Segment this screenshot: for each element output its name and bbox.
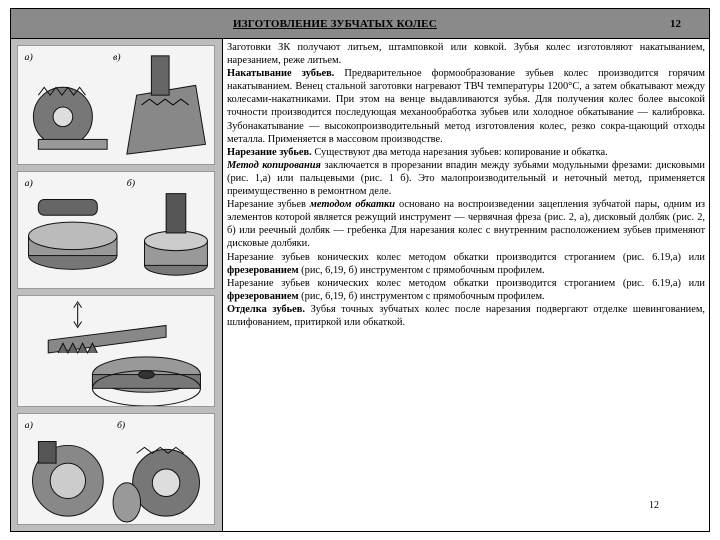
fig2-label-a: а) [24,177,33,189]
text-bevel1-b: (рис, 6,19, б) инструментом с прямобочным профилем. [298,264,545,276]
text-copy-method: заключается в прорезании впадин между зубьями модульными фрезами: дисковыми (рис. 1,а) или пальцевыми (рис. 1 б). Это малопроизводительный и неточный метод, применяется преимущественно в ремонтном деле. [227,159,705,198]
page-number-mark: 12 [649,500,659,511]
figure-copy-milling [17,45,215,165]
hobbing-illustration [18,172,214,288]
bevel-gear-illustration [18,414,214,524]
text-cutting: Существуют два метода нарезания зубьев: копирование и обкатка. [311,146,608,158]
paragraph-finishing [227,303,705,329]
slide-frame [10,8,710,532]
paragraph-cutting [227,146,705,159]
heading-cutting: Нарезание зубьев. [227,146,312,158]
page-title: ИЗГОТОВЛЕНИЕ ЗУБЧАТЫХ КОЛЕС [233,18,437,30]
text-finishing: Зубья точных зубчатых колес после нарезания подвергают отделке шевингованием, шлифованием, притиркой или обкаткой. [227,303,705,328]
text-generating-a: Нарезание зубьев [227,199,310,211]
fig2-label-b: б) [126,177,136,189]
fig1-label-b: в) [113,51,121,63]
paragraph-generating-method [227,198,705,250]
text-column [227,41,705,529]
copy-milling-illustration [18,46,214,164]
paragraph-copy-method [227,159,705,198]
fig4-label-a: а) [24,419,33,431]
bold-milling-2: фрезерованием [227,290,299,302]
header-bar [11,9,709,39]
heading-finishing: Отделка зубьев. [227,303,305,315]
figure-rack-cutter [17,295,215,407]
figure-hobbing [17,171,215,289]
paragraph-bevel-2 [227,277,705,303]
heading-generating-method: методом обкатки [309,199,396,211]
illustrations-column [11,39,223,531]
fig1-label-a: а) [24,51,33,63]
rack-cutter-illustration [18,296,214,406]
heading-rolling: Накатывание зубьев. [227,68,335,80]
bold-milling-1: фрезерованием [227,264,299,276]
text-bevel1-a: Нарезание зубьев конических колес методом обкатки производится строганием (рис. 6.19,а) или [227,251,705,263]
paragraph-rolling [227,67,705,146]
paragraph-bevel-1 [227,251,705,277]
text-rolling: Предварительное формообразование зубьев колес производится горячим накатыванием. Венец стальной заготовки нагревают ТВЧ температуры 1200°С, а затем обкатывают между колесами-накатниками. При этом на венце выдавливаются зубья. Для получения колес более высокой точности производится последующая механообработка зубьев или холодное обкатывание — калибровка. Зубонакатывание — высокопроизводительный метод изготовления колес, резко сокра-щающий отходы металла. Применяется в массовом производстве. [227,68,705,145]
paragraph-blanks: Заготовки ЗК получают литьем, штамповкой или ковкой. Зубья колес изготовляют накатыванием, нарезанием, реже литьем. [227,42,705,67]
text-bevel2-b: (рис, 6,19, б) инструментом с прямобочным профилем. [298,290,545,302]
slide-number: 12 [670,18,681,30]
fig4-label-b: б) [116,419,126,431]
figure-bevel-gear [17,413,215,525]
text-generating-b: основано на воспроизведении зацепления зубчатой пары, одним из элементов которой является режущий инструмент — червячная фреза (рис. 2, а), дисковый долбяк (рис. 2, б) или реечный долбяк — гребенка Для нарезания колес с внутренним расположением зубьев применяют дисковые долбяки. [227,199,705,250]
heading-copy-method: Метод копирования [227,159,321,171]
text-bevel2-a: Нарезание зубьев конических колес методом обкатки производится строганием (рис. 6.19,а) или [227,277,705,289]
